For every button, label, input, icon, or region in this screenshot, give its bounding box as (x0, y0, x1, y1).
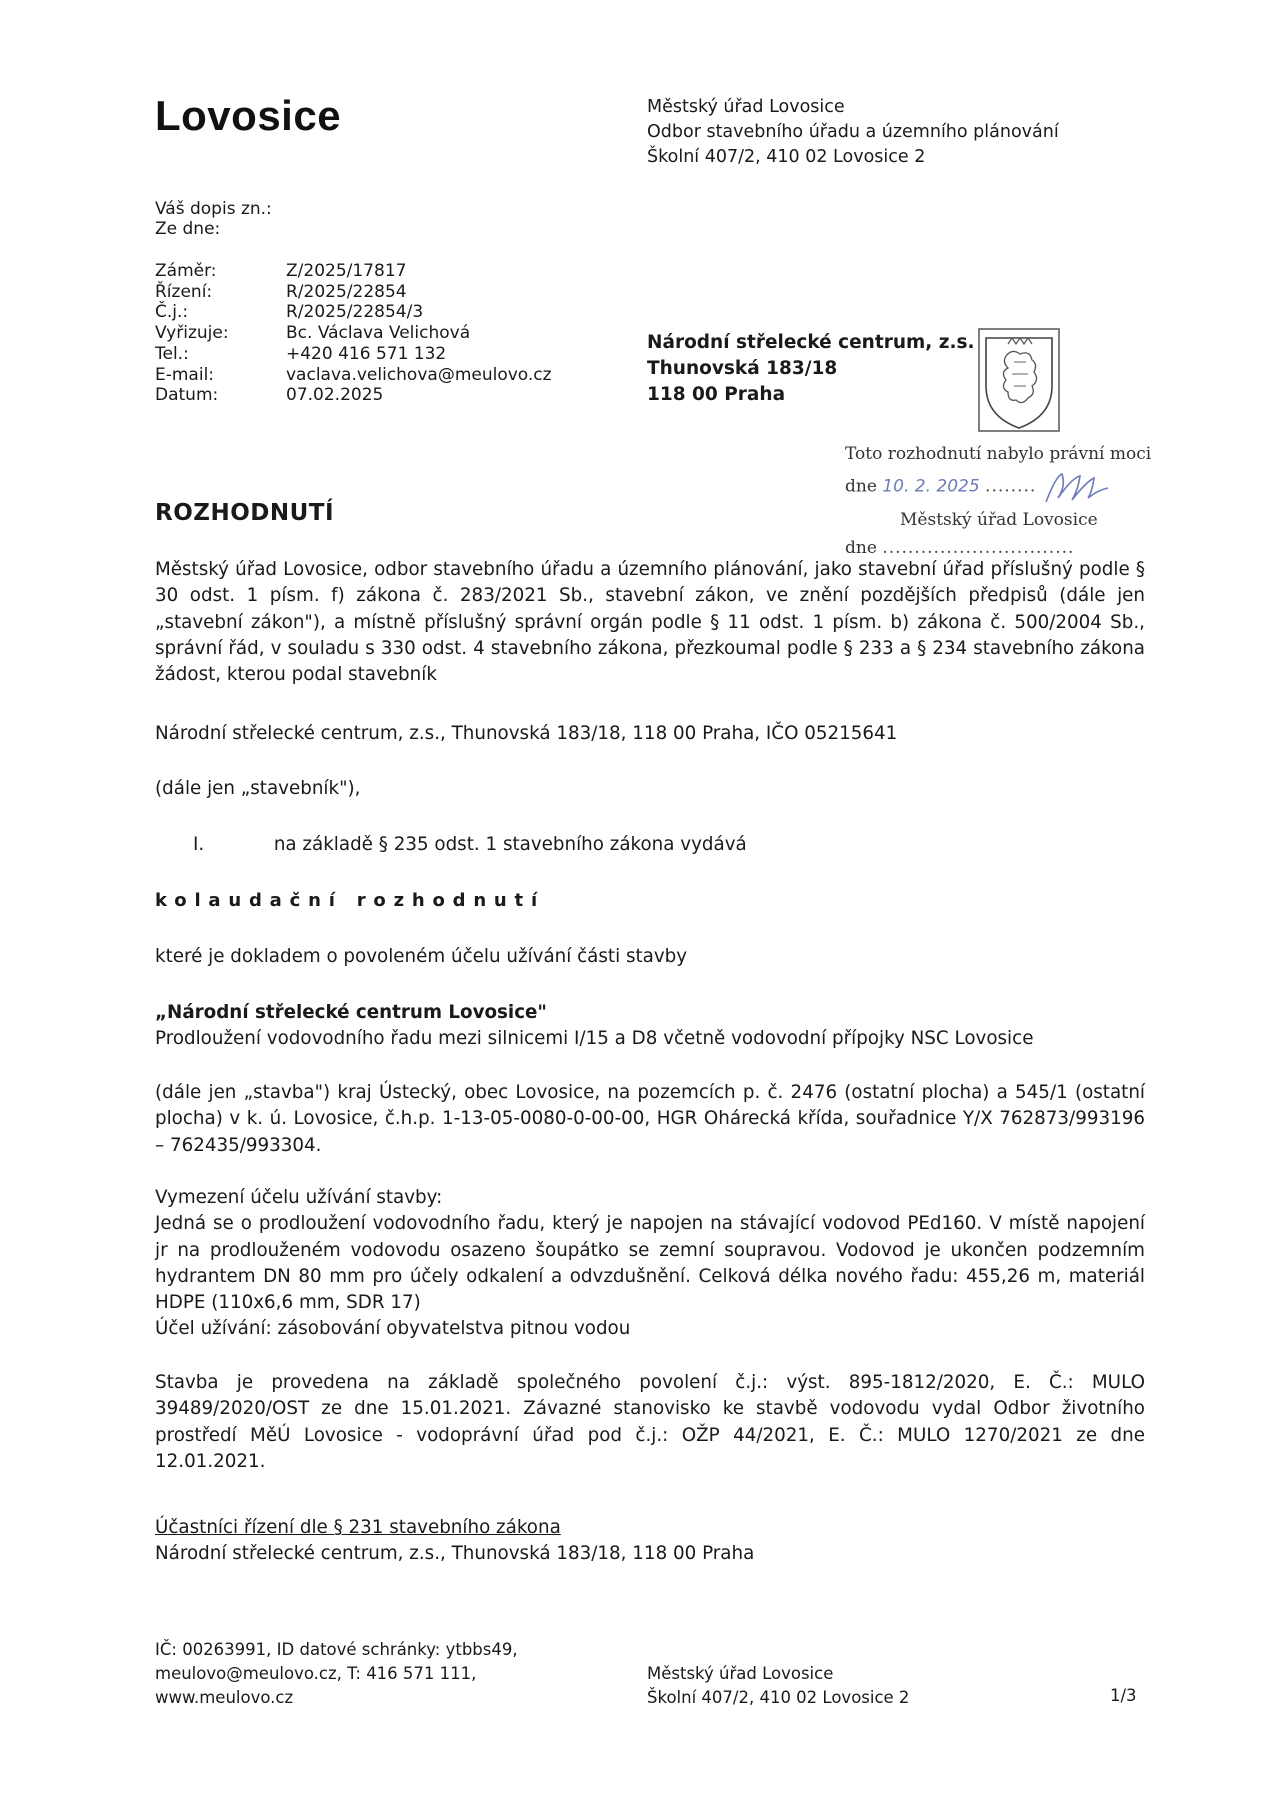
stamp-office: Městský úřad Lovosice (900, 510, 1098, 530)
meta-row (155, 323, 552, 344)
building-block (155, 1000, 1145, 1053)
footer-email-phone: meulovo@meulovo.cz, T: 416 571 111, (155, 1664, 477, 1683)
page-number: 1/3 (1110, 1686, 1137, 1705)
meta-value: R/2025/22854/3 (286, 302, 424, 323)
participants-heading: Účastníci řízení dle § 231 stavebního zákona (155, 1517, 561, 1538)
case-metadata (155, 261, 552, 406)
applicant-alias: (dále jen „stavebník"), (155, 778, 361, 799)
meta-label: Č.j.: (155, 302, 189, 323)
footer-street: Školní 407/2, 410 02 Lovosice 2 (647, 1688, 910, 1707)
recipient-address (647, 330, 975, 408)
meta-label: Tel.: (155, 343, 189, 364)
meta-row (155, 365, 552, 386)
office-department: Odbor stavebního úřadu a územního plánování (647, 122, 1059, 142)
footer-office: Městský úřad Lovosice (647, 1664, 834, 1683)
meta-label: Datum: (155, 385, 219, 406)
location-paragraph: (dále jen „stavba") kraj Ústecký, obec Lovosice, na pozemcích p. č. 2476 (ostatní plocha) a 545/1 (ostatní plocha) v k. ú. Lovosice, č.h.p. 1-13-05-0080-0-00-00, HGR Ohárecká křída, souřadnice Y/X 762873/993196 – 762435/993304. (155, 1082, 1145, 1156)
meta-row (155, 302, 552, 323)
meta-value: R/2025/22854 (286, 281, 407, 302)
meta-label: Záměr: (155, 261, 217, 281)
permit-paragraph: Stavba je provedena na základě společného povolení č.j.: výst. 895-1812/2020, E. Č.: MULO 39489/2020/OST ze dne 15.01.2021. Závazné stanovisko ke stavbě vodovodu vydal Odbor životního prostředí MěÚ Lovosice - vodoprávní úřad pod č.j.: OŽP 44/2021, E. Č.: MULO 1270/2021 ze dne 12.01.2021. (155, 1372, 1145, 1472)
building-name: „Národní střelecké centrum Lovosice" (155, 1002, 547, 1023)
stamp-legal-line: Toto rozhodnutí nabylo právní moci (845, 444, 1152, 464)
meta-value: vaclava.velichova@meulovo.cz (286, 364, 552, 385)
meta-label: E-mail: (155, 364, 215, 385)
handwritten-date: 10. 2. 2025 (882, 476, 980, 497)
footer-website: www.meulovo.cz (155, 1688, 294, 1707)
decision-purpose: které je dokladem o povoleném účelu užívání části stavby (155, 946, 688, 967)
meta-value: Bc. Václava Velichová (286, 323, 471, 344)
section-text: na základě § 235 odst. 1 stavebního zákona vydává (273, 834, 747, 855)
applicant-line: Národní střelecké centrum, z.s., Thunovská 183/18, 118 00 Praha, IČO 05215641 (155, 723, 898, 744)
meta-label: Vyřizuje: (155, 323, 229, 344)
section-number: I. (193, 834, 205, 855)
meta-value: Z/2025/17817 (286, 261, 407, 281)
coat-of-arms-icon (978, 328, 1060, 432)
intro-paragraph: Městský úřad Lovosice, odbor stavebního úřadu a územního plánování, jako stavební úřad příslušný podle § 30 odst. 1 písm. f) zákona č. 283/2021 Sb., stavební zákon, ve znění pozdějších předpisů (dále jen „stavební zákon"), a místně příslušný správní orgán podle § 11 odst. 1 písm. b) zákona č. 500/2004 Sb., správní řád, v souladu s 330 odst. 4 stavebního zákona, přezkoumal podle § 233 a § 234 stavebního zákona žádost, kterou podal stavebník (155, 559, 1145, 686)
signature-icon (1042, 468, 1112, 506)
office-name: Městský úřad Lovosice (647, 97, 845, 117)
stamp-dots-2: .............................. (882, 538, 1075, 558)
office-street: Školní 407/2, 410 02 Lovosice 2 (647, 147, 926, 167)
participants-list: Národní střelecké centrum, z.s., Thunovská 183/18, 118 00 Praha (155, 1543, 755, 1565)
recipient-name: Národní střelecké centrum, z.s. (647, 332, 975, 353)
meta-label: Řízení: (155, 281, 213, 302)
stamp-dots: ........ (985, 476, 1037, 497)
meta-value: 07.02.2025 (286, 385, 384, 406)
stamp-dne2-label: dne (845, 538, 877, 558)
footer-contacts (155, 1638, 518, 1710)
meta-row (155, 282, 552, 303)
building-description: Prodloužení vodovodního řadu mezi silnicemi I/15 a D8 včetně vodovodní přípojky NSC Lovosice (155, 1028, 1034, 1050)
your-letter-label: Váš dopis zn.: (155, 199, 272, 219)
meta-row (155, 344, 552, 365)
municipality-logo: Lovosice (155, 92, 342, 139)
meta-row (155, 261, 552, 282)
recipient-city: 118 00 Praha (647, 384, 786, 405)
meta-value: +420 416 571 132 (286, 343, 447, 364)
usage-block (155, 1185, 1145, 1343)
stamp-date-line (845, 468, 1151, 506)
decision-type-heading: kolaudační rozhodnutí (155, 890, 545, 911)
meta-row (155, 385, 552, 406)
usage-purpose: Účel užívání: zásobování obyvatelstva pitnou vodou (155, 1318, 631, 1340)
recipient-street: Thunovská 183/18 (647, 358, 838, 379)
footer-address (647, 1662, 909, 1710)
letter-reference (155, 199, 272, 239)
usage-text: Jedná se o prodloužení vodovodního řadu, který je napojen na stávající vodovod PEd160. V místě napojení jr na prodlouženém vodovodu osazeno šoupátko se zemní soupravou. Vodovod je ukončen podzemním hydrantem DN 80 mm pro účely odkalení a odvzdušnění. Celková délka nového řadu: 455,26 m, materiál HDPE (110x6,6 mm, SDR 17) (155, 1213, 1145, 1314)
office-address (647, 95, 1059, 170)
participants-block (155, 1515, 1145, 1568)
letter-date-label: Ze dne: (155, 219, 221, 239)
footer-ic: IČ: 00263991, ID datové schránky: ytbbs49, (155, 1640, 518, 1659)
stamp-dne-label: dne (845, 476, 877, 497)
section-one (155, 832, 1145, 858)
usage-heading: Vymezení účelu užívání stavby: (155, 1187, 443, 1208)
legal-effect-stamp (845, 440, 1151, 562)
document-title: ROZHODNUTÍ (155, 500, 335, 526)
